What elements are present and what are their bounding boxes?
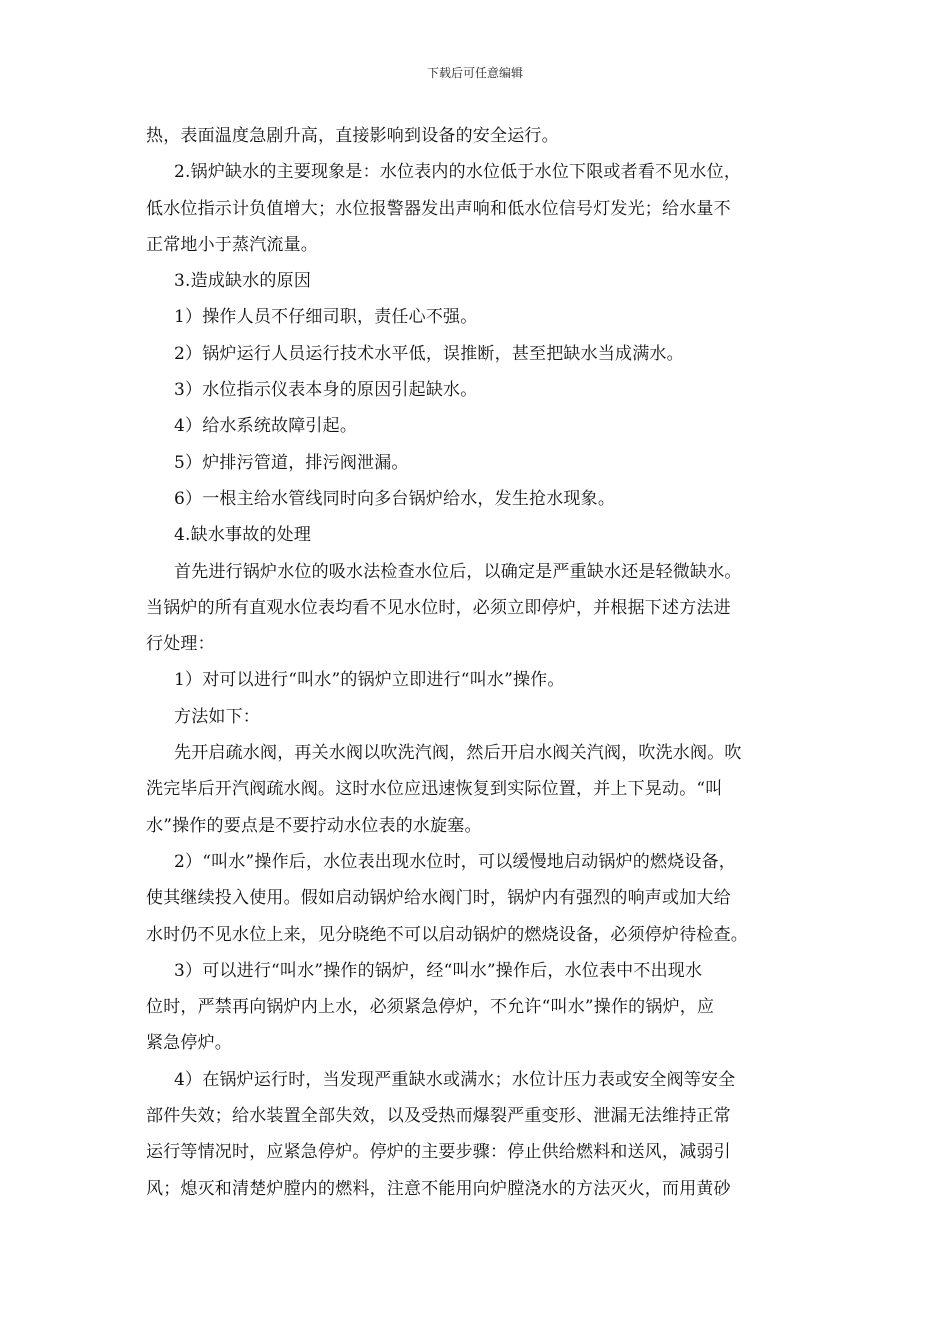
paragraph-line: 3）可以进行“叫水”操作的锅炉，经“叫水”操作后，水位表中不出现水 <box>174 960 703 981</box>
paragraph-line: 低水位指示计负值增大；水位报警器发出声响和低水位信号灯发光；给水量不 <box>146 198 731 219</box>
paragraph-line: 水时仍不见水位上来，见分晓绝不可以启动锅炉的燃烧设备，必须停炉待检查。 <box>146 924 748 945</box>
paragraph-line: 2）“叫水”操作后，水位表出现水位时，可以缓慢地启动锅炉的燃烧设备， <box>174 851 736 872</box>
paragraph-line: 热，表面温度急剧升高，直接影响到设备的安全运行。 <box>146 126 559 146</box>
paragraph-line: 紧急停炉。 <box>146 1033 232 1054</box>
paragraph-line: 方法如下： <box>174 706 260 727</box>
paragraph-line: 位时，严禁再向锅炉内上水，必须紧急停炉，不允许“叫水”操作的锅炉，应 <box>146 997 715 1018</box>
paragraph-line: 1）操作人员不仔细司职，责任心不强。 <box>174 307 478 328</box>
paragraph-line: 水”操作的要点是不要拧动水位表的水旋塞。 <box>146 815 482 836</box>
paragraph-line: 2）锅炉运行人员运行技术水平低，误推断，甚至把缺水当成满水。 <box>174 343 684 364</box>
paragraph-line: 5）炉排污管道，排污阀泄漏。 <box>174 452 409 473</box>
paragraph-line: 2.锅炉缺水的主要现象是：水位表内的水位低于水位下限或者看不见水位， <box>174 162 742 183</box>
document-body <box>146 118 814 1207</box>
paragraph-line: 3）水位指示仪表本身的原因引起缺水。 <box>174 380 478 401</box>
paragraph-line: 3.造成缺水的原因 <box>174 271 312 292</box>
paragraph-line: 4）给水系统故障引起。 <box>174 416 358 437</box>
paragraph-line: 6）一根主给水管线同时向多台锅炉给水，发生抢水现象。 <box>174 488 616 509</box>
paragraph-line: 使其继续投入使用。假如启动锅炉给水阀门时，锅炉内有强烈的响声或加大给 <box>146 888 731 909</box>
paragraph-line: 先开启疏水阀，再关水阀以吹洗汽阀，然后开启水阀关汽阀，吹洗水阀。吹 <box>174 743 742 764</box>
paragraph-line: 正常地小于蒸汽流量。 <box>146 234 318 255</box>
paragraph-line: 4.缺水事故的处理 <box>174 525 312 546</box>
paragraph-line: 洗完毕后开汽阀疏水阀。这时水位应迅速恢复到实际位置，并上下晃动。“叫 <box>146 779 723 800</box>
paragraph-line: 首先进行锅炉水位的吸水法检查水位后，以确定是严重缺水还是轻微缺水。 <box>174 561 742 582</box>
paragraph-line: 4）在锅炉运行时，当发现严重缺水或满水；水位计压力表或安全阀等安全 <box>174 1069 736 1090</box>
paragraph-line: 1）对可以进行“叫水”的锅炉立即进行“叫水”操作。 <box>174 670 565 691</box>
page-header: 下载后可任意编辑 <box>426 66 523 80</box>
paragraph-line: 部件失效；给水装置全部失效，以及受热而爆裂严重变形、泄漏无法维持正常 <box>146 1106 731 1127</box>
paragraph-line: 运行等情况时，应紧急停炉。停炉的主要步骤：停止供给燃料和送风，减弱引 <box>146 1142 731 1163</box>
paragraph-line: 当锅炉的所有直观水位表均看不见水位时，必须立即停炉，并根据下述方法进 <box>146 597 731 618</box>
paragraph-line: 风；熄灭和清楚炉膛内的燃料，注意不能用向炉膛浇水的方法灭火，而用黄砂 <box>146 1178 731 1199</box>
paragraph-line: 行处理： <box>146 634 215 655</box>
